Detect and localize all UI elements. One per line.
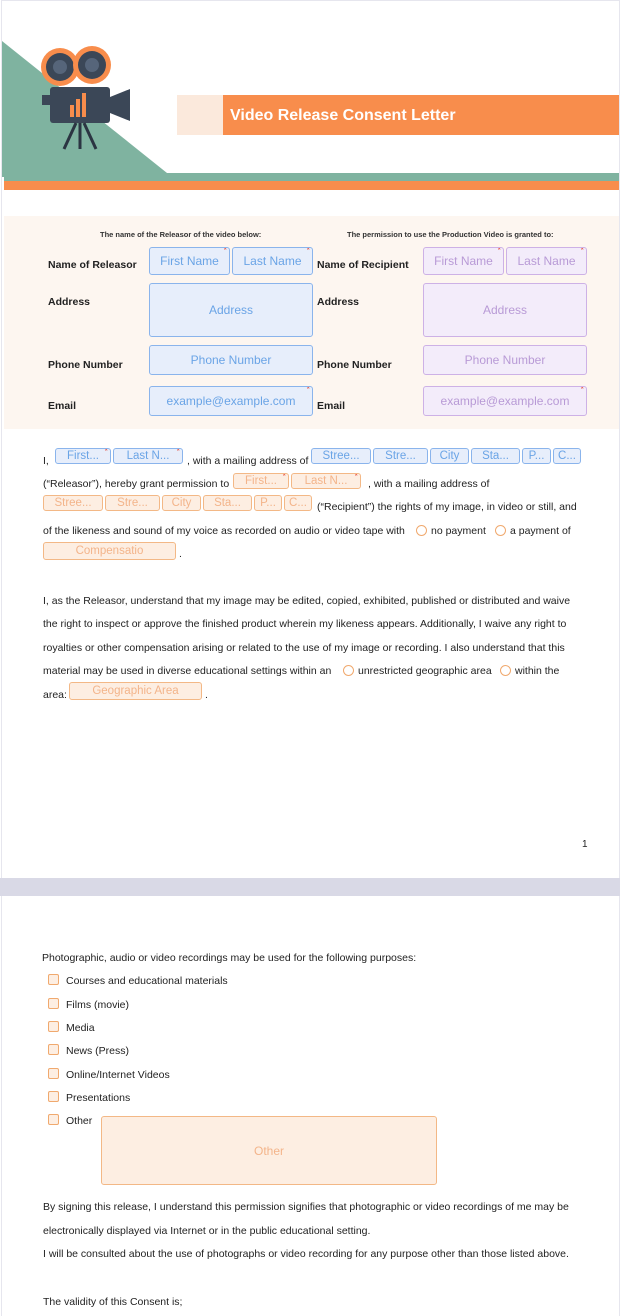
text-para2-line2: the right to inspect or approve the finished product wherein my likeness appears. Additionally, I waive any right to	[43, 618, 567, 630]
other-purpose-textarea[interactable]: Other	[101, 1116, 437, 1185]
a-payment-label: a payment of	[510, 525, 571, 537]
no-payment-radio[interactable]	[416, 525, 427, 536]
text-para2-line3: royalties or other compensation arising or related to the use of my image or recording. I also understand that this	[43, 642, 565, 654]
recipient-city-input[interactable]: City	[162, 495, 201, 511]
text-mailing-address-1: , with a mailing address of	[187, 455, 309, 467]
purpose-other-label: Other	[66, 1115, 93, 1127]
page-break	[0, 878, 620, 896]
releasor-phone-label: Phone Number	[48, 359, 123, 371]
recipient-street1-input[interactable]: Stree...	[43, 495, 103, 511]
releasor-address-input[interactable]: Address	[149, 283, 313, 337]
releasor-postal-input[interactable]: P...	[522, 448, 551, 464]
releasor-email-label: Email	[48, 400, 77, 412]
purpose-presentations-checkbox[interactable]	[48, 1091, 59, 1102]
inline-releasor-first-name[interactable]: First... *	[55, 448, 111, 464]
text-recipient-rights: (“Recipient”) the rights of my image, in video or still, and	[317, 501, 577, 513]
releasor-state-input[interactable]: Sta...	[471, 448, 520, 464]
page-1	[1, 0, 620, 879]
recipient-address-input[interactable]: Address	[423, 283, 587, 337]
recipient-last-name-input[interactable]: Last Name *	[506, 247, 587, 275]
unrestricted-area-radio[interactable]	[343, 665, 354, 676]
releasor-email-input[interactable]: example@example.com *	[149, 386, 313, 416]
video-camera-icon	[36, 45, 136, 153]
releasor-phone-input[interactable]: Phone Number	[149, 345, 313, 375]
unrestricted-area-label: unrestricted geographic area	[358, 665, 492, 677]
header-orange-bar	[4, 181, 619, 190]
purpose-online-checkbox[interactable]	[48, 1068, 59, 1079]
releasor-country-input[interactable]: C...	[553, 448, 581, 464]
releasor-heading: The name of the Releasor of the video below:	[100, 230, 262, 239]
releasor-city-input[interactable]: City	[430, 448, 469, 464]
recipient-first-name-input[interactable]: First Name *	[423, 247, 504, 275]
recipient-name-label: Name of Recipient	[317, 259, 409, 271]
a-payment-radio[interactable]	[495, 525, 506, 536]
text-likeness: of the likeness and sound of my voice as recorded on audio or video tape with	[43, 525, 405, 537]
text-period-1: .	[179, 548, 182, 560]
text-releasor-quote: (“Releasor”), hereby grant permission to	[43, 478, 230, 490]
purpose-films-checkbox[interactable]	[48, 998, 59, 1009]
recipient-country-input[interactable]: C...	[284, 495, 312, 511]
recipient-phone-input[interactable]: Phone Number	[423, 345, 587, 375]
purposes-intro: Photographic, audio or video recordings may be used for the following purposes:	[42, 952, 417, 964]
within-area-label: within the	[515, 665, 560, 677]
inline-recipient-last-name[interactable]: Last N... *	[291, 473, 361, 489]
sign-line1: By signing this release, I understand this permission signifies that photographic or video recordings of me may be	[43, 1201, 569, 1213]
text-period-2: .	[205, 689, 208, 701]
sign-line2: electronically displayed via Internet or in the public educational setting.	[43, 1225, 371, 1237]
releasor-last-name-input[interactable]: Last Name *	[232, 247, 313, 275]
text-mailing-address-2: , with a mailing address of	[368, 478, 490, 490]
sign-line3: I will be consulted about the use of photographs or video recording for any purpose other than those listed above.	[43, 1248, 569, 1260]
text-para2-line4: material may be used in diverse educational settings within an	[43, 665, 332, 677]
releasor-first-name-input[interactable]: First Name *	[149, 247, 230, 275]
purpose-online-label: Online/Internet Videos	[66, 1069, 170, 1081]
no-payment-label: no payment	[431, 525, 486, 537]
compensation-input[interactable]: Compensatio	[43, 542, 176, 560]
purpose-news-checkbox[interactable]	[48, 1044, 59, 1055]
releasor-street1-input[interactable]: Stree...	[311, 448, 371, 464]
text-para2-line1: I, as the Releasor, understand that my image may be edited, copied, exhibited, published or distributed and waive	[43, 595, 571, 607]
recipient-state-input[interactable]: Sta...	[203, 495, 252, 511]
geographic-area-input[interactable]: Geographic Area	[69, 682, 202, 700]
recipient-phone-label: Phone Number	[317, 359, 392, 371]
header-teal-bar	[4, 173, 619, 181]
inline-releasor-last-name[interactable]: Last N... *	[113, 448, 183, 464]
page-2	[1, 896, 620, 1316]
releasor-address-label: Address	[48, 296, 91, 308]
recipient-email-input[interactable]: example@example.com *	[423, 386, 587, 416]
purpose-other-checkbox[interactable]	[48, 1114, 59, 1125]
purpose-media-label: Media	[66, 1022, 95, 1034]
releasor-name-label: Name of Releasor	[48, 259, 137, 271]
purpose-news-label: News (Press)	[66, 1045, 130, 1057]
purpose-presentations-label: Presentations	[66, 1092, 131, 1104]
purpose-films-label: Films (movie)	[66, 999, 129, 1011]
purpose-media-checkbox[interactable]	[48, 1021, 59, 1032]
recipient-heading: The permission to use the Production Video is granted to:	[347, 230, 554, 239]
recipient-email-label: Email	[317, 400, 346, 412]
validity-text: The validity of this Consent is;	[43, 1296, 183, 1308]
recipient-address-label: Address	[317, 296, 360, 308]
releasor-street2-input[interactable]: Stre...	[373, 448, 428, 464]
recipient-postal-input[interactable]: P...	[254, 495, 282, 511]
purpose-courses-checkbox[interactable]	[48, 974, 59, 985]
inline-recipient-first-name[interactable]: First... *	[233, 473, 289, 489]
page-title: Video Release Consent Letter	[230, 107, 456, 124]
within-area-radio[interactable]	[500, 665, 511, 676]
page-number: 1	[582, 839, 588, 850]
recipient-street2-input[interactable]: Stre...	[105, 495, 160, 511]
text-i: I,	[43, 455, 49, 467]
purpose-courses-label: Courses and educational materials	[66, 975, 228, 987]
text-area: area:	[43, 689, 67, 701]
